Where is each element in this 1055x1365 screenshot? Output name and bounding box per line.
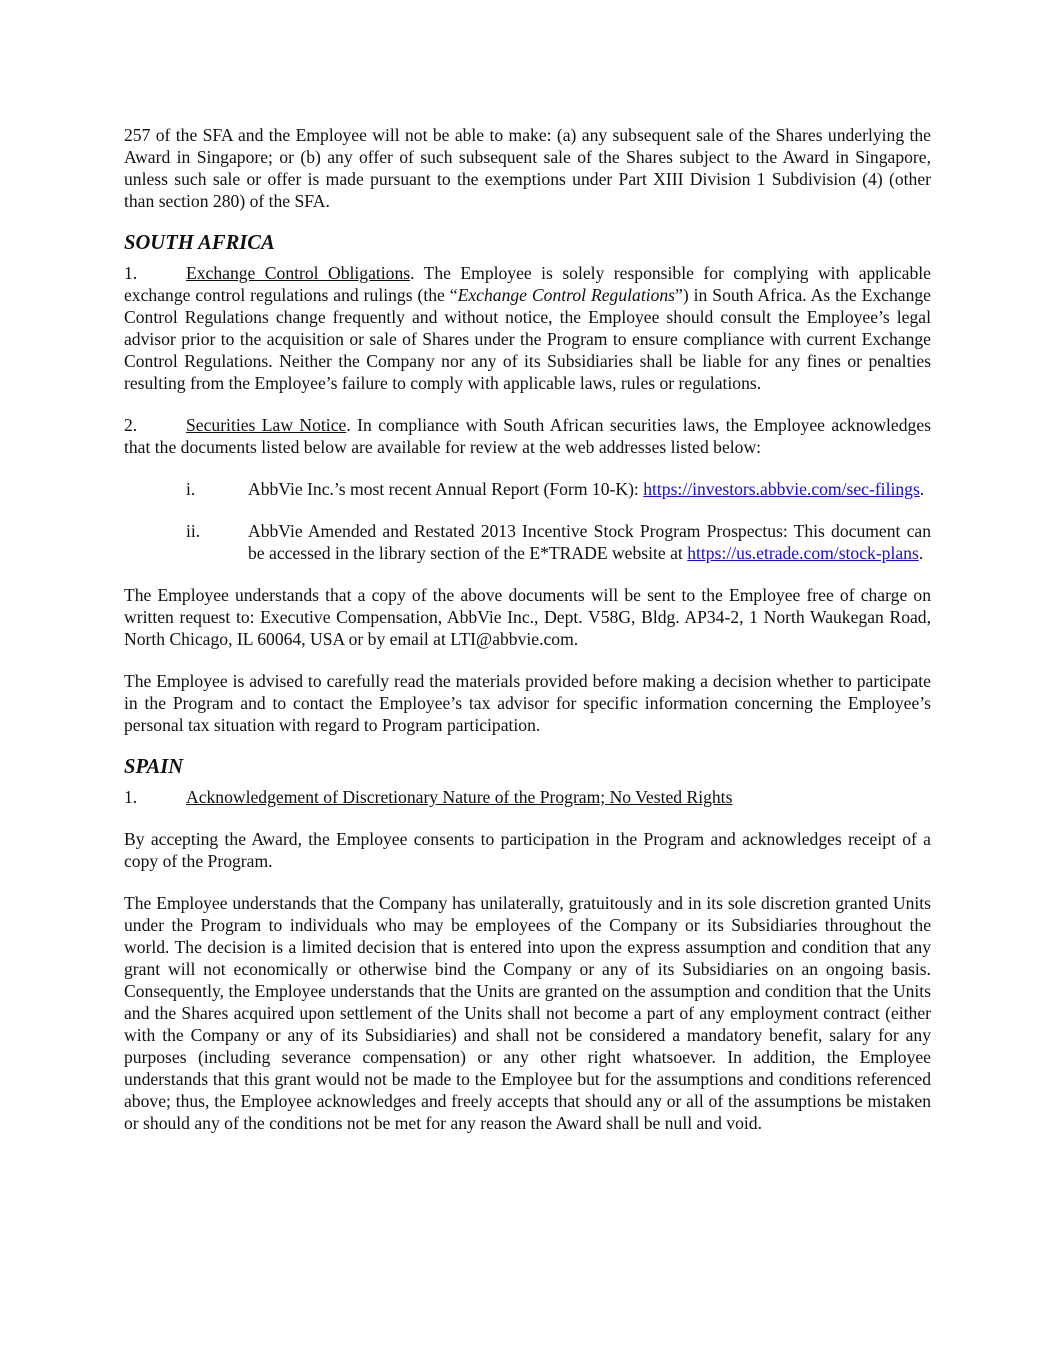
discretion-paragraph: The Employee understands that the Company has unilaterally, gratuitously and in its sole discretion granted Units under the Program to individuals who may be employees of the Company or its Subsidiaries throughout the world. The decision is a limited decision that is entered into upon the express assumption and condition that any grant will not economically or otherwise bind the Company or any of its Subsidiaries on an ongoing basis. Consequently, the Employee understands that the Units are granted on the assumption and condition that the Units and the Shares acquired upon settlement of the Units shall not become a part of any employment contract (either with the Company or any of its Subsidiaries) and shall not be considered a mandatory benefit, salary for any purposes (including severance compensation) or any other right whatsoever. In addition, the Employee understands that this grant would not be made to the Employee but for the assumptions and conditions referenced above; thus, the Employee acknowledges and freely accepts that should any or all of the assumptions be mistaken or should any of the conditions not be met for any reason the Award shall be null and void. — [124, 893, 931, 1133]
section-text: . In compliance with South African securities laws, the Employee acknowledges that the documents listed below are available for review at the web addresses listed below: — [124, 415, 931, 457]
list-marker: ii. — [186, 521, 201, 541]
intro-paragraph: 257 of the SFA and the Employee will not be able to make: (a) any subsequent sale of the Shares underlying the Award in Singapore; or (b) any offer of such subsequent sale of the Shares subject to the Award in Singapore, unless such sale or offer is made pursuant to the exemptions under Part XIII Division 1 Subdivision (4) (other than section 280) of the SFA. — [124, 125, 931, 211]
section-title: Acknowledgement of Discretionary Nature of the Program; No Vested Rights — [186, 787, 733, 807]
heading-spain: SPAIN — [124, 756, 184, 778]
section-number: 1. — [124, 263, 138, 283]
south-africa-section-1 — [124, 262, 931, 394]
copy-request-paragraph: The Employee understands that a copy of the above documents will be sent to the Employee free of charge on written request to: Executive Compensation, AbbVie Inc., Dept. V58G, Bldg. AP34-2, 1 North Waukegan Road, North Chicago, IL 60064, USA or by email at LTI@abbvie.com. — [124, 585, 931, 649]
list-item-body — [248, 520, 931, 564]
document-page — [124, 124, 931, 1134]
section-number: 2. — [124, 415, 138, 435]
heading-south-africa: SOUTH AFRICA — [124, 232, 275, 254]
list-item-text: AbbVie Amended and Restated 2013 Incentive Stock Program Prospectus: This document can be accessed in the library section of the E*TRADE website at — [248, 521, 931, 563]
etrade-stock-plans-link[interactable]: https://us.etrade.com/stock-plans — [687, 543, 919, 563]
spain-section-1 — [124, 786, 931, 808]
consent-paragraph: By accepting the Award, the Employee consents to participation in the Program and acknowledges receipt of a copy of the Program. — [124, 829, 931, 871]
section-title: Securities Law Notice — [186, 415, 347, 435]
punctuation: . — [919, 479, 925, 499]
south-africa-section-2 — [124, 414, 931, 458]
list-item — [124, 520, 931, 564]
section-number: 1. — [124, 787, 138, 807]
defined-term: Exchange Control Regulations — [457, 285, 676, 305]
list-item-body — [248, 478, 931, 500]
list-item — [124, 478, 931, 500]
list-marker: i. — [186, 479, 196, 499]
sec-filings-link[interactable]: https://investors.abbvie.com/sec-filings — [643, 479, 920, 499]
punctuation: . — [918, 543, 924, 563]
section-text: . The Employee is solely responsible for complying with applicable exchange control regulations and rulings (the “ — [124, 263, 931, 305]
advice-paragraph: The Employee is advised to carefully read the materials provided before making a decision whether to participate in the Program and to contact the Employee’s tax advisor for specific information concerning the Employee’s personal tax situation with regard to Program participation. — [124, 671, 931, 735]
section-title: Exchange Control Obligations — [186, 263, 411, 283]
section-text: ”) in South Africa. As the Exchange Control Regulations change frequently and without notice, the Employee should consult the Employee’s legal advisor prior to the acquisition or sale of Shares under the Program to ensure compliance with current Exchange Control Regulations. Neither the Company nor any of its Subsidiaries shall be liable for any fines or penalties resulting from the Employee’s failure to comply with applicable laws, rules or regulations. — [124, 285, 931, 393]
list-item-text: AbbVie Inc.’s most recent Annual Report (Form 10-K): — [248, 479, 644, 499]
